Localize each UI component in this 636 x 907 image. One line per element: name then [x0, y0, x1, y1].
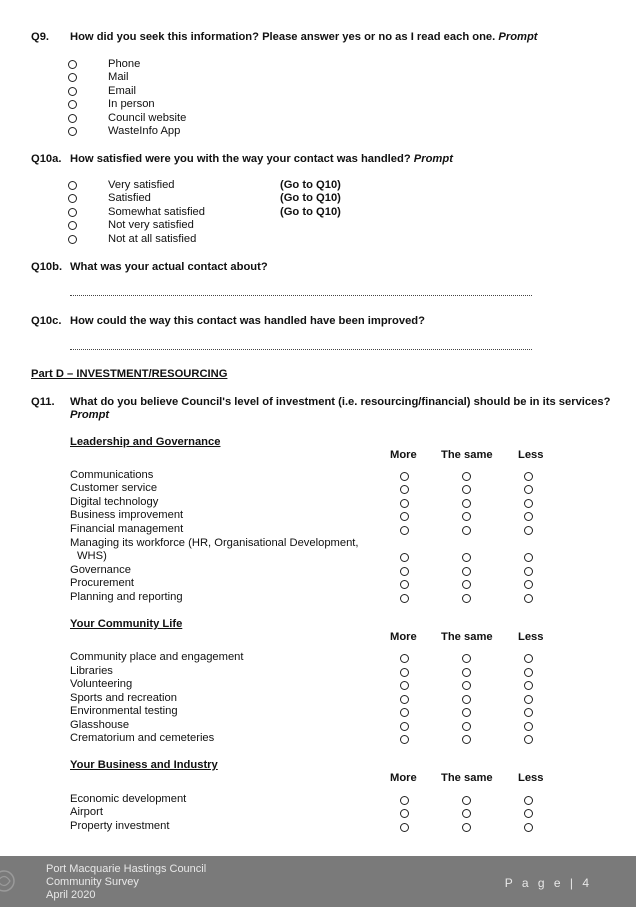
radio-less[interactable] — [524, 472, 533, 481]
radio-more[interactable] — [400, 681, 409, 690]
radio-circle[interactable] — [68, 221, 77, 230]
col-less: Less — [518, 631, 544, 643]
q10b-question: What was your actual contact about? — [70, 261, 268, 273]
q9-option-phone[interactable]: Phone — [68, 59, 368, 72]
radio-same[interactable] — [462, 823, 471, 832]
radio-circle[interactable] — [68, 194, 77, 203]
radio-more[interactable] — [400, 654, 409, 663]
row-label: Planning and reporting — [70, 591, 183, 603]
row-label: Airport — [70, 806, 103, 818]
row-label: Volunteering — [70, 678, 133, 690]
radio-same[interactable] — [462, 594, 471, 603]
matrix-row — [70, 793, 550, 806]
row-label: Customer service — [70, 482, 158, 494]
matrix-row — [70, 564, 550, 577]
matrix-row — [70, 496, 550, 509]
row-label: Property investment — [70, 820, 170, 832]
row-label: Financial management — [70, 523, 184, 535]
radio-same[interactable] — [462, 567, 471, 576]
radio-less[interactable] — [524, 580, 533, 589]
q10b-number: Q10b. — [31, 261, 63, 273]
radio-circle[interactable] — [68, 208, 77, 217]
radio-same[interactable] — [462, 499, 471, 508]
radio-same[interactable] — [462, 553, 471, 562]
matrix-row — [70, 591, 550, 604]
matrix-row — [70, 651, 550, 664]
radio-more[interactable] — [400, 526, 409, 535]
q11-number: Q11. — [31, 396, 55, 408]
page-number: P a g e | 4 — [504, 876, 592, 890]
radio-less[interactable] — [524, 499, 533, 508]
matrix-row — [70, 482, 550, 495]
radio-less[interactable] — [524, 708, 533, 717]
radio-less[interactable] — [524, 681, 533, 690]
radio-same[interactable] — [462, 485, 471, 494]
radio-less[interactable] — [524, 735, 533, 744]
q10a-option-somewhat-satisfied[interactable]: Somewhat satisfied (Go to Q10) — [68, 207, 368, 220]
radio-less[interactable] — [524, 722, 533, 731]
row-label: Economic development — [70, 793, 187, 805]
q10a-option-not-very-satisfied[interactable]: Not very satisfied — [68, 220, 368, 233]
matrix-row — [70, 732, 550, 745]
radio-circle[interactable] — [68, 73, 77, 82]
radio-same[interactable] — [462, 512, 471, 521]
q11-question: What do you believe Council's level of investment (i.e. resourcing/financial) should be in its services? — [70, 396, 611, 408]
radio-same[interactable] — [462, 722, 471, 731]
matrix-row — [70, 719, 550, 732]
radio-circle[interactable] — [68, 87, 77, 96]
q9-option-email[interactable]: Email — [68, 86, 368, 99]
radio-more[interactable] — [400, 553, 409, 562]
col-less: Less — [518, 449, 544, 461]
radio-same[interactable] — [462, 708, 471, 717]
q10a-question: How satisfied were you with the way your contact was handled? Prompt — [70, 153, 453, 165]
matrix-row — [70, 678, 550, 691]
radio-circle[interactable] — [68, 60, 77, 69]
matrix-row — [70, 820, 550, 833]
matrix-row — [70, 705, 550, 718]
part-d-heading: Part D – INVESTMENT/RESOURCING — [31, 368, 228, 380]
q10c-answer-line[interactable] — [70, 348, 532, 350]
page-footer — [0, 856, 636, 907]
radio-circle[interactable] — [68, 100, 77, 109]
matrix-row — [70, 806, 550, 819]
section-title-leadership: Leadership and Governance — [70, 436, 221, 448]
matrix-row — [70, 577, 550, 590]
footer-text: Port Macquarie Hastings Council Community Survey April 2020 — [46, 863, 207, 901]
goto-note: (Go to Q10) — [280, 192, 341, 204]
radio-same[interactable] — [462, 580, 471, 589]
col-same: The same — [441, 772, 493, 784]
radio-more[interactable] — [400, 796, 409, 805]
row-label: Digital technology — [70, 496, 159, 508]
q9-number: Q9. — [31, 31, 50, 43]
radio-more[interactable] — [400, 809, 409, 818]
q9-option-council-website[interactable]: Council website — [68, 113, 368, 126]
radio-less[interactable] — [524, 668, 533, 677]
matrix-row — [70, 692, 550, 705]
radio-circle[interactable] — [68, 181, 77, 190]
radio-less[interactable] — [524, 823, 533, 832]
q9-option-wasteinfo-app[interactable]: WasteInfo App — [68, 126, 368, 139]
radio-less[interactable] — [524, 654, 533, 663]
row-label: Business improvement — [70, 509, 184, 521]
radio-less[interactable] — [524, 553, 533, 562]
radio-same[interactable] — [462, 668, 471, 677]
goto-note: (Go to Q10) — [280, 179, 341, 191]
radio-more[interactable] — [400, 668, 409, 677]
radio-more[interactable] — [400, 512, 409, 521]
radio-less[interactable] — [524, 809, 533, 818]
q10c-question: How could the way this contact was handled have been improved? — [70, 315, 425, 327]
radio-more[interactable] — [400, 695, 409, 704]
radio-same[interactable] — [462, 526, 471, 535]
q10a-option-very-satisfied[interactable]: Very satisfied (Go to Q10) — [68, 180, 368, 193]
radio-less[interactable] — [524, 567, 533, 576]
col-same: The same — [441, 631, 493, 643]
radio-same[interactable] — [462, 695, 471, 704]
radio-circle[interactable] — [68, 235, 77, 244]
radio-same[interactable] — [462, 796, 471, 805]
radio-less[interactable] — [524, 512, 533, 521]
q10b-answer-line[interactable] — [70, 294, 532, 296]
radio-less[interactable] — [524, 796, 533, 805]
matrix-row — [70, 523, 550, 536]
radio-less[interactable] — [524, 485, 533, 494]
row-label: Environmental testing — [70, 705, 178, 717]
radio-more[interactable] — [400, 823, 409, 832]
radio-less[interactable] — [524, 594, 533, 603]
q9-option-mail[interactable]: Mail — [68, 72, 368, 85]
row-label: Libraries — [70, 665, 113, 677]
q9-option-in-person[interactable]: In person — [68, 99, 368, 112]
q10a-option-satisfied[interactable]: Satisfied (Go to Q10) — [68, 193, 368, 206]
col-same: The same — [441, 449, 493, 461]
matrix-row — [70, 665, 550, 678]
col-more: More — [390, 631, 417, 643]
radio-more[interactable] — [400, 567, 409, 576]
row-label: Community place and engagement — [70, 651, 244, 663]
radio-less[interactable] — [524, 526, 533, 535]
radio-same[interactable] — [462, 809, 471, 818]
q10a-prompt: Prompt — [413, 153, 453, 165]
radio-more[interactable] — [400, 594, 409, 603]
row-label: Crematorium and cemeteries — [70, 732, 215, 744]
row-label: Procurement — [70, 577, 135, 589]
section-title-business: Your Business and Industry — [70, 759, 218, 771]
council-logo-icon — [0, 866, 18, 896]
row-label: Glasshouse — [70, 719, 130, 731]
radio-less[interactable] — [524, 695, 533, 704]
q10a-number: Q10a. — [31, 153, 62, 165]
radio-more[interactable] — [400, 472, 409, 481]
q9-prompt: Prompt — [498, 31, 538, 43]
radio-same[interactable] — [462, 472, 471, 481]
radio-more[interactable] — [400, 485, 409, 494]
goto-note: (Go to Q10) — [280, 206, 341, 218]
radio-circle[interactable] — [68, 114, 77, 123]
row-label-wrap: WHS) — [77, 550, 107, 562]
col-more: More — [390, 449, 417, 461]
col-less: Less — [518, 772, 544, 784]
radio-same[interactable] — [462, 735, 471, 744]
row-label: Governance — [70, 564, 131, 576]
section-title-community: Your Community Life — [70, 618, 183, 630]
radio-same[interactable] — [462, 681, 471, 690]
q10a-option-not-at-all-satisfied[interactable]: Not at all satisfied — [68, 234, 368, 247]
row-label: Communications — [70, 469, 154, 481]
radio-more[interactable] — [400, 708, 409, 717]
radio-more[interactable] — [400, 499, 409, 508]
radio-circle[interactable] — [68, 127, 77, 136]
radio-more[interactable] — [400, 735, 409, 744]
row-label: Managing its workforce (HR, Organisational Development, — [70, 537, 359, 549]
q10c-number: Q10c. — [31, 315, 62, 327]
col-more: More — [390, 772, 417, 784]
radio-same[interactable] — [462, 654, 471, 663]
q11-prompt: Prompt — [70, 409, 110, 421]
matrix-row — [70, 537, 550, 562]
q9-question: How did you seek this information? Please answer yes or no as I read each one. Prompt — [70, 31, 538, 43]
row-label: Sports and recreation — [70, 692, 177, 704]
matrix-row — [70, 509, 550, 522]
radio-more[interactable] — [400, 580, 409, 589]
radio-more[interactable] — [400, 722, 409, 731]
matrix-row — [70, 469, 550, 482]
